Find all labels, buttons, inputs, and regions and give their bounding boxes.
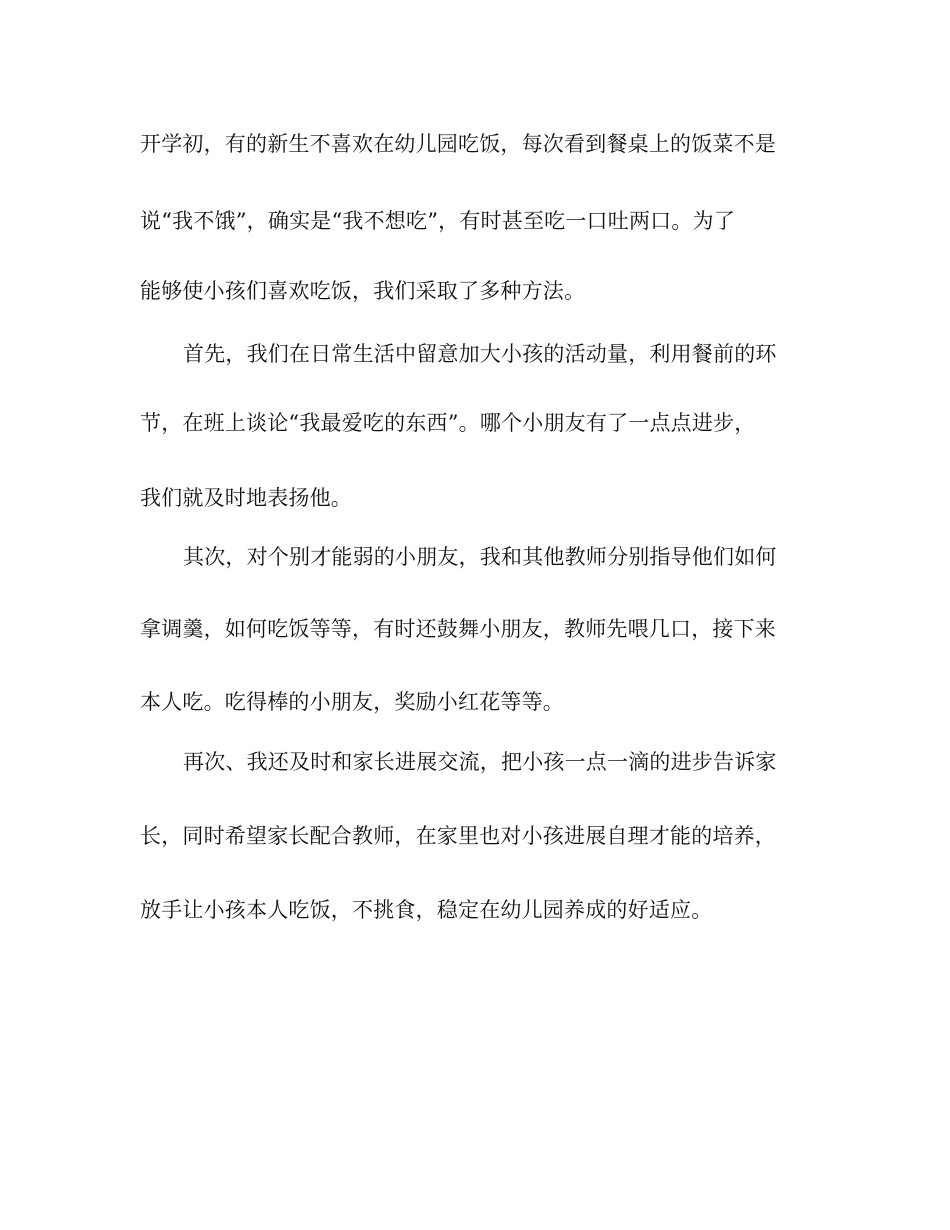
paragraph-4-line-2: 长，同时希望家长配合教师，在家里也对小孩进展自理才能的培养， bbox=[140, 824, 776, 848]
paragraph-3-line-3: 本人吃。吃得棒的小朋友，奖励小红花等等。 bbox=[140, 690, 564, 714]
paragraph-4-line-3: 放手让小孩本人吃饭，不挑食，稳定在幼儿园养成的好适应。 bbox=[140, 898, 713, 922]
paragraph-2-line-1: 首先，我们在日常生活中留意加大小孩的活动量，利用餐前的环 bbox=[183, 342, 777, 366]
paragraph-3-line-2: 拿调羹，如何吃饭等等，有时还鼓舞小朋友，教师先喂几口，接下来 bbox=[140, 617, 776, 641]
paragraph-2-line-3: 我们就及时地表扬他。 bbox=[140, 486, 352, 510]
paragraph-1-line-3: 能够使小孩们喜欢吃饭，我们采取了多种方法。 bbox=[140, 279, 586, 303]
paragraph-1-line-2: 说“我不饿”，确实是“我不想吃”，有时甚至吃一口吐两口。为了 bbox=[140, 209, 735, 233]
paragraph-3-line-1: 其次，对个别才能弱的小朋友，我和其他教师分别指导他们如何 bbox=[183, 545, 777, 569]
paragraph-4-line-1: 再次、我还及时和家长进展交流，把小孩一点一滴的进步告诉家 bbox=[183, 750, 777, 774]
paragraph-2-line-2: 节，在班上谈论“我最爱吃的东西”。哪个小朋友有了一点点进步， bbox=[140, 411, 756, 435]
paragraph-1-line-1: 开学初，有的新生不喜欢在幼儿园吃饭，每次看到餐桌上的饭菜不是 bbox=[140, 132, 776, 156]
